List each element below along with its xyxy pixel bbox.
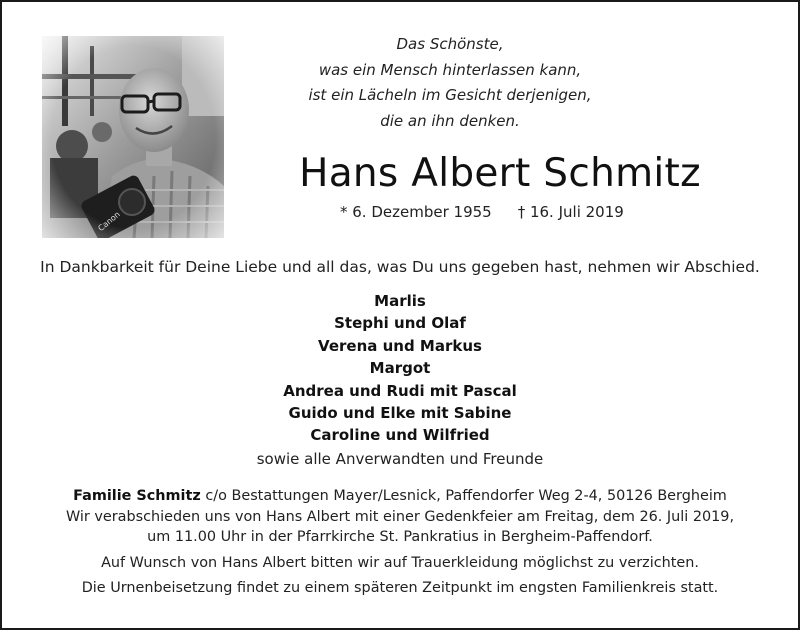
notice-footer: [20, 486, 780, 599]
mourner-name: Guido und Elke mit Sabine: [288, 404, 512, 423]
clothing-request: Auf Wunsch von Hans Albert bitten wir auf Trauerkleidung möglichst zu verzichten.: [101, 554, 699, 571]
relatives-line: sowie alle Anverwandten und Freunde: [256, 450, 544, 468]
birth-date: * 6. Dezember 1955: [340, 203, 492, 221]
mourner-name: Stephi und Olaf: [334, 314, 466, 333]
mourner-name: Margot: [369, 359, 431, 378]
family-address-line: [20, 486, 780, 507]
quote-line: ist ein Lächeln im Gesicht derjenigen,: [308, 86, 592, 104]
mourner-name: Marlis: [374, 292, 426, 310]
mourners-list: [150, 290, 650, 447]
farewell-text: In Dankbarkeit für Deine Liebe und all das, was Du uns gegeben hast, nehmen wir Abschied.: [40, 258, 760, 276]
burial-note: Die Urnenbeisetzung findet zu einem späteren Zeitpunkt im engsten Familienkreis statt.: [81, 580, 719, 596]
mourner-name: Caroline und Wilfried: [310, 426, 490, 445]
deceased-name: Hans Albert Schmitz: [299, 151, 701, 196]
quote-line: Das Schönste,: [396, 35, 504, 53]
mourner-name: Verena und Markus: [318, 336, 482, 355]
family-name: Familie Schmitz: [73, 488, 201, 504]
death-date: † 16. Juli 2019: [517, 203, 624, 221]
portrait-photo: [42, 36, 224, 238]
ceremony-line-2: um 11.00 Uhr in der Pfarrkirche St. Pankratius in Bergheim-Paffendorf.: [147, 529, 653, 545]
ceremony-line-1: Wir verabschieden uns von Hans Albert mit einer Gedenkfeier am Freitag, dem 26. Juli 2019,: [65, 508, 735, 525]
quote-line: die an ihn denken.: [380, 111, 520, 130]
mourner-name: Andrea und Rudi mit Pascal: [283, 381, 517, 400]
life-dates: [340, 202, 680, 222]
address-text: c/o Bestattungen Mayer/Lesnick, Paffendorfer Weg 2-4, 50126 Bergheim: [200, 488, 727, 504]
quote-line: was ein Mensch hinterlassen kann,: [318, 60, 582, 79]
memorial-quote: [300, 32, 600, 134]
